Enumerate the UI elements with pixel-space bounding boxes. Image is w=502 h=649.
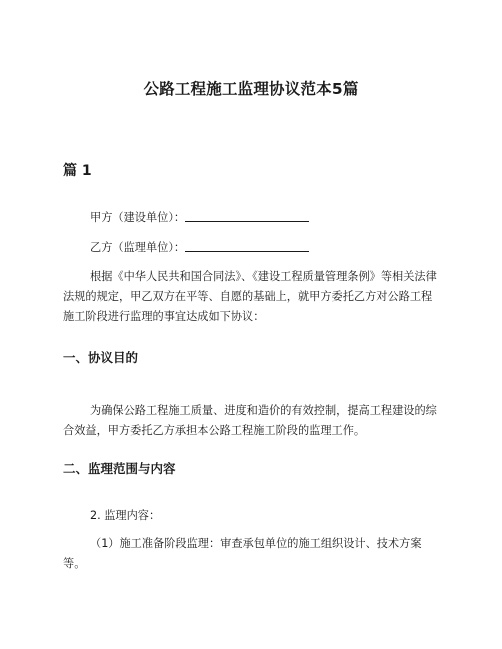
section-heading: 篇 1 xyxy=(63,163,92,179)
party-a-blank[interactable] xyxy=(185,209,309,222)
party-a-label: 甲方（建设单位）： xyxy=(90,211,186,224)
heading-scope: 二、监理范围与内容 xyxy=(63,461,176,476)
item-2: 2. 监理内容： xyxy=(90,509,161,522)
intro-paragraph: 根据《中华人民共和国合同法》、《建设工程质量管理条例》等相关法律法规的规定，甲乙双方在平等、自愿的基础上，就甲方委托乙方对公路工程施工阶段进行监理的事宜达成如下协议： xyxy=(63,270,437,323)
heading-purpose: 一、协议目的 xyxy=(63,350,139,365)
item-2-1: （1）施工准备阶段监理：审查承包单位的施工组织设计、技术方案等。 xyxy=(63,537,422,570)
purpose-paragraph: 为确保公路工程施工质量、进度和造价的有效控制，提高工程建设的综合效益，甲方委托乙方承担本公路工程施工阶段的监理工作。 xyxy=(63,404,437,437)
party-b-blank[interactable] xyxy=(185,239,309,252)
party-a-line xyxy=(63,208,439,228)
party-b-line xyxy=(63,238,439,258)
party-b-label: 乙方（监理单位）： xyxy=(90,241,186,254)
document-title: 公路工程施工监理协议范本5篇 xyxy=(143,80,359,98)
